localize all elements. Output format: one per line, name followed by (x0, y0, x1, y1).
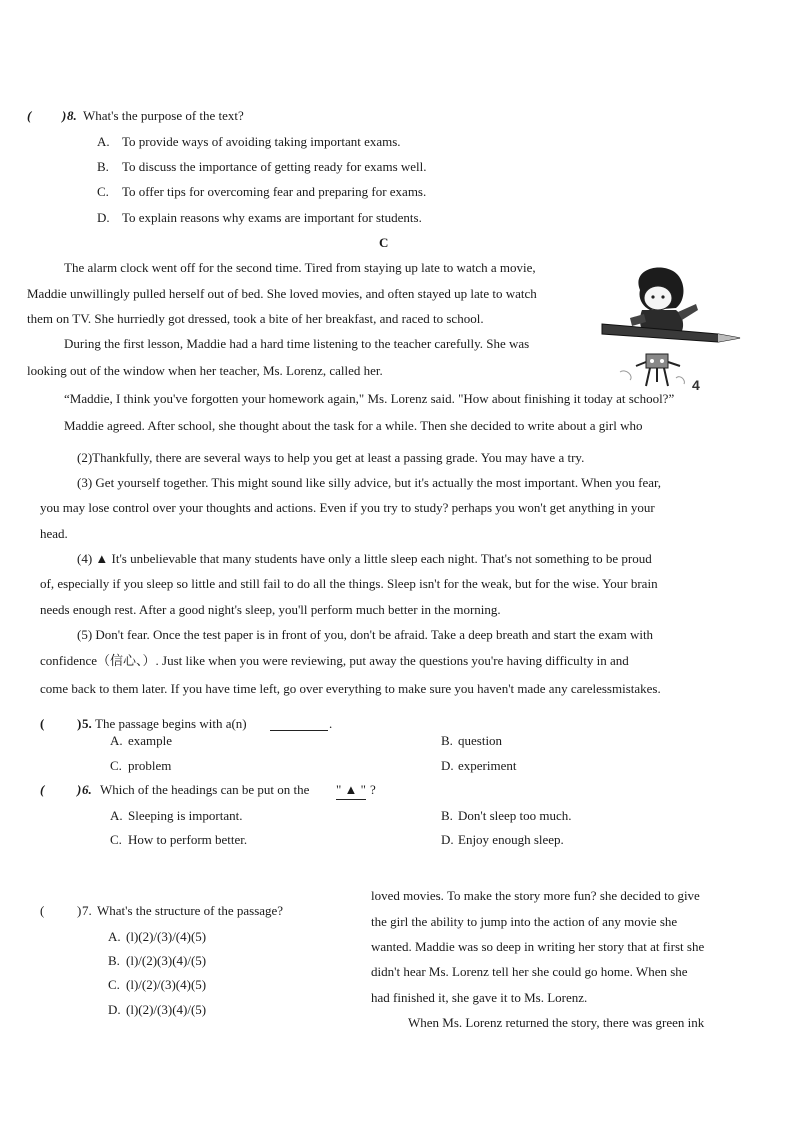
paragraph-line: loved movies. To make the story more fun? she decided to give (371, 888, 700, 903)
question-number: 8. (67, 108, 77, 123)
option-b-text: question (458, 733, 503, 748)
heading-blank[interactable]: " ▲ " (336, 782, 366, 800)
option-letter: A. (110, 733, 123, 748)
paragraph-line: had finished it, she gave it to Ms. Lorenz. (371, 990, 588, 1005)
option-letter: C. (108, 977, 120, 992)
option-d-text: Enjoy enough sleep. (458, 832, 564, 847)
question-end: ? (370, 782, 376, 797)
paragraph-line: When Ms. Lorenz returned the story, there was green ink (408, 1015, 705, 1030)
paragraph-line: looking out of the window when her teacher, Ms. Lorenz, called her. (27, 363, 383, 378)
badge-number: 4 (692, 377, 700, 393)
section-heading: C (379, 235, 389, 250)
option-d-text: To explain reasons why exams are important for students. (122, 210, 422, 225)
option-a-text: example (128, 733, 173, 748)
question-number: 5. (82, 716, 92, 731)
answer-blank[interactable] (270, 716, 328, 731)
answer-paren-open: ( (40, 903, 45, 918)
answer-paren-close: ) (77, 716, 82, 731)
option-a-text: To provide ways of avoiding taking important exams. (122, 134, 401, 149)
paragraph-line: wanted. Maddie was so deep in writing her story that at first she (371, 939, 705, 954)
paragraph-line: (4) ▲ It's unbelievable that many students have only a little sleep each night. That's not something to be proud (77, 551, 652, 566)
option-letter: B. (97, 159, 109, 174)
answer-paren-close: ) (62, 108, 67, 123)
paragraph-line: “Maddie, I think you've forgotten your homework again," Ms. Lorenz said. "How about finishing it today at school?” (64, 391, 675, 406)
paragraph-line: of, especially if you sleep so little and still fail to do all the things. Sleep isn't for the weak, but for the wise. Your brain (40, 576, 658, 591)
option-letter: C. (97, 184, 109, 199)
question-number: 7. (82, 903, 92, 918)
option-b-text: To discuss the importance of getting ready for exams well. (122, 159, 427, 174)
question-number: 6. (82, 782, 92, 797)
question-end: . (329, 716, 333, 731)
option-a-text: Sleeping is important. (128, 808, 243, 823)
option-letter: D. (108, 1002, 121, 1017)
answer-paren-open: ( (27, 108, 32, 123)
answer-paren-open: ( (40, 716, 45, 731)
paragraph-line: (3) Get yourself together. This might sound like silly advice, but it's actually the most important. When you fear, (77, 475, 662, 490)
paragraph-line: During the first lesson, Maddie had a hard time listening to the teacher carefully. She was (64, 336, 530, 351)
girl-on-pencil-illustration (600, 262, 748, 402)
option-letter: C. (110, 832, 122, 847)
paragraph-line: The alarm clock went off for the second time. Tired from staying up late to watch a movie, (64, 260, 536, 275)
option-letter: A. (110, 808, 123, 823)
option-letter: A. (108, 929, 121, 944)
option-letter: D. (97, 210, 110, 225)
answer-paren-close: ) (77, 782, 82, 797)
paragraph-line: you may lose control over your thoughts and actions. Even if you try to study? perhaps you won't get anything in your (40, 500, 655, 515)
option-letter: B. (108, 953, 120, 968)
question-stem: Which of the headings can be put on the (100, 782, 310, 797)
option-letter: B. (441, 808, 453, 823)
option-b-text: (l)/(2)(3)(4)/(5) (126, 953, 207, 968)
option-c-text: (l)/(2)/(3)(4)(5) (126, 977, 207, 992)
option-d-text: experiment (458, 758, 517, 773)
option-letter: A. (97, 134, 110, 149)
illustration-graphic (600, 262, 748, 402)
option-c-text: How to perform better. (128, 832, 248, 847)
option-b-text: Don't sleep too much. (458, 808, 572, 823)
paragraph-line: the girl the ability to jump into the action of any movie she (371, 914, 678, 929)
paragraph-line: confidence（信心、）. Just like when you were reviewing, put away the questions you're having difficulty in and (40, 653, 629, 668)
option-a-text: (l)(2)/(3)/(4)(5) (126, 929, 207, 944)
paragraph-line: (5) Don't fear. Once the test paper is in front of you, don't be afraid. Take a deep breath and start the exam with (77, 627, 654, 642)
option-letter: D. (441, 832, 454, 847)
option-letter: C. (110, 758, 122, 773)
option-c-text: To offer tips for overcoming fear and preparing for exams. (122, 184, 427, 199)
answer-paren-open: ( (40, 782, 45, 797)
paragraph-line: Maddie unwillingly pulled herself out of bed. She loved movies, and often stayed up late to watch (27, 286, 537, 301)
answer-paren-close: ) (77, 903, 82, 918)
option-d-text: (l)(2)/(3)(4)/(5) (126, 1002, 207, 1017)
paragraph-line: head. (40, 526, 68, 541)
question-stem: What's the structure of the passage? (97, 903, 284, 918)
paragraph-line: (2)Thankfully, there are several ways to help you get at least a passing grade. You may have a try. (77, 450, 585, 465)
paragraph-line: come back to them later. If you have time left, go over everything to make sure you haven't made any carelessmistakes. (40, 681, 661, 696)
option-c-text: problem (128, 758, 172, 773)
paragraph-line: didn't hear Ms. Lorenz tell her she could go home. When she (371, 964, 688, 979)
question-stem: What's the purpose of the text? (83, 108, 244, 123)
option-letter: B. (441, 733, 453, 748)
paragraph-line: Maddie agreed. After school, she thought about the task for a while. Then she decided to write about a girl who (64, 418, 643, 433)
option-letter: D. (441, 758, 454, 773)
question-stem: The passage begins with a(n) (95, 716, 247, 731)
paragraph-line: needs enough rest. After a good night's sleep, you'll perform much better in the morning. (40, 602, 501, 617)
paragraph-line: them on TV. She hurriedly got dressed, took a bite of her breakfast, and raced to school. (27, 311, 484, 326)
